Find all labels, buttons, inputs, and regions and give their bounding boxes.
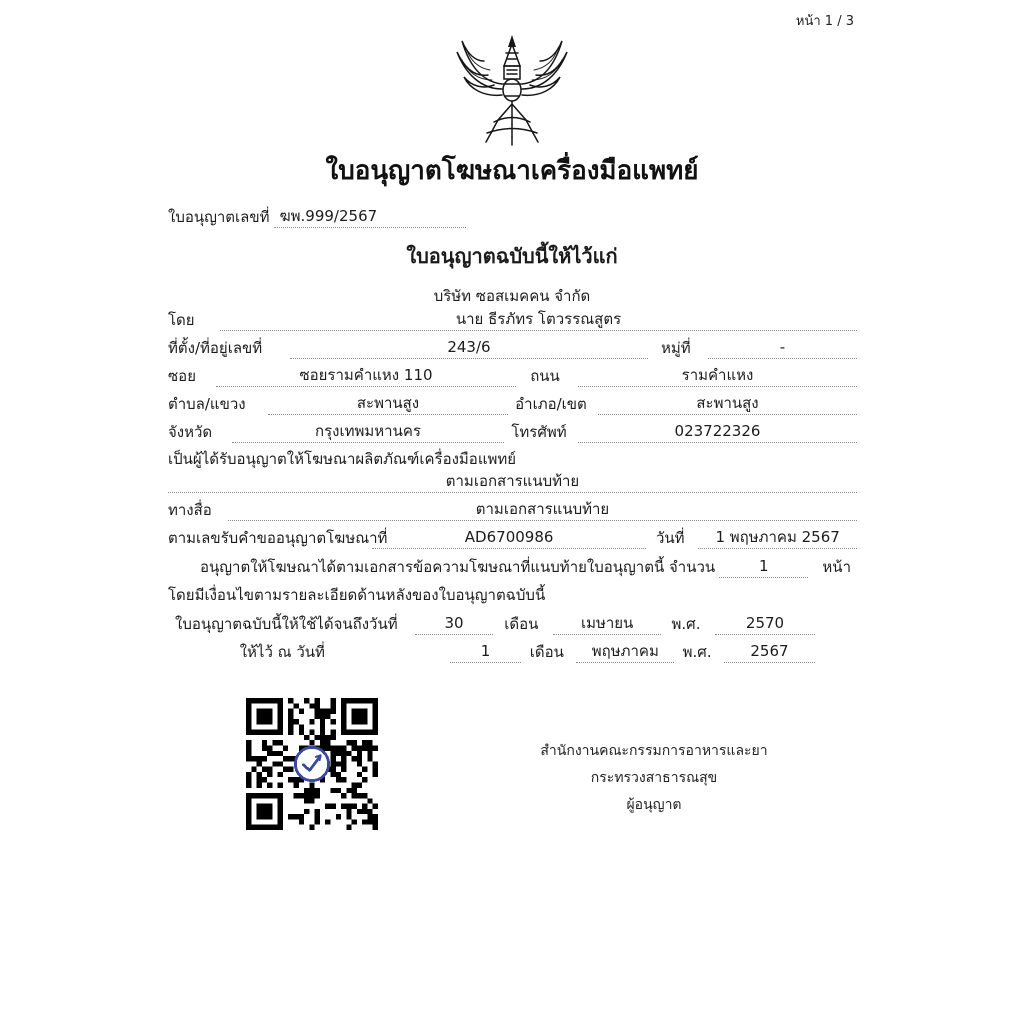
address-number-value: 243/6 — [290, 338, 648, 359]
address-label: ที่ตั้ง/ที่อยู่เลขที่ — [168, 339, 263, 357]
media-row — [168, 500, 857, 521]
qr-code — [246, 698, 378, 830]
valid-until-row — [175, 614, 815, 635]
qr-center-logo-icon — [293, 745, 331, 783]
garuda-emblem-icon — [442, 32, 582, 150]
issued-to-heading: ใบอนุญาตฉบับนี้ให้ไว้แก่ — [406, 244, 618, 268]
license-number-label: ใบอนุญาตเลขที่ — [168, 208, 270, 226]
issued-year: 2567 — [724, 642, 815, 663]
moo-label: หมู่ที่ — [661, 339, 691, 357]
condition-statement: โดยมีเงื่อนไขตามรายละเอียดด้านหลังของใบอนุญาตฉบับนี้ — [168, 586, 546, 604]
document-title: ใบอนุญาตโฆษณาเครื่องมือแพทย์ — [325, 156, 699, 186]
request-number-label: ตามเลขรับคำขออนุญาตโฆษณาที่ — [168, 529, 388, 547]
road-value: รามคำแหง — [578, 366, 857, 387]
media-label: ทางสื่อ — [168, 501, 212, 519]
province-label: จังหวัด — [168, 423, 213, 441]
attachment-value: ตามเอกสารแนบท้าย — [168, 472, 857, 493]
district-value: สะพานสูง — [598, 394, 857, 415]
issued-month: พฤษภาคม — [576, 642, 674, 663]
attachment-row — [168, 472, 857, 493]
soi-label: ซอย — [168, 367, 196, 385]
request-number-value: AD6700986 — [372, 528, 646, 549]
province-phone-row — [168, 422, 857, 443]
issued-at-label: ให้ไว้ ณ วันที่ — [239, 643, 325, 661]
phone-label: โทรศัพท์ — [511, 423, 567, 441]
phone-value: 023722326 — [578, 422, 857, 443]
media-value: ตามเอกสารแนบท้าย — [228, 500, 857, 521]
license-number-row — [168, 207, 468, 228]
era-label: พ.ศ. — [682, 643, 712, 661]
issue-date-row — [175, 642, 815, 663]
subdistrict-district-row — [168, 394, 857, 415]
road-label: ถนน — [530, 367, 560, 385]
permission-statement: เป็นผู้ได้รับอนุญาตให้โฆษณาผลิตภัณฑ์เครื่องมือแพทย์ — [168, 450, 517, 468]
approval-statement-row — [200, 557, 855, 578]
era-label: พ.ศ. — [671, 615, 701, 633]
month-label: เดือน — [504, 615, 539, 633]
ministry-line: กระทรวงสาธารณสุข — [590, 770, 718, 786]
by-label: โดย — [168, 311, 195, 329]
signer-title: ผู้อนุญาต — [626, 797, 682, 813]
soi-road-row — [168, 366, 857, 387]
valid-until-label: ใบอนุญาตฉบับนี้ให้ใช้ได้จนถึงวันที่ — [175, 615, 398, 633]
authorized-person-row — [168, 310, 857, 331]
page-number-indicator: หน้า 1 / 3 — [795, 14, 854, 29]
valid-until-day: 30 — [415, 614, 494, 635]
moo-value: - — [708, 338, 857, 359]
signature-block — [513, 738, 795, 819]
address-row — [168, 338, 857, 359]
subdistrict-label: ตำบล/แขวง — [168, 395, 246, 413]
valid-until-year: 2570 — [715, 614, 815, 635]
request-number-row — [168, 528, 857, 549]
page-count-value: 1 — [719, 557, 808, 578]
issued-day: 1 — [450, 642, 522, 663]
request-date-value: 1 พฤษภาคม 2567 — [698, 528, 857, 549]
valid-until-month: เมษายน — [553, 614, 661, 635]
district-label: อำเภอ/เขต — [515, 395, 587, 413]
licensee-company-name: บริษัท ซอสเมคคน จำกัด — [433, 287, 591, 305]
request-date-label: วันที่ — [655, 529, 685, 547]
authorized-person-value: นาย ธีรภัทร โตวรรณสูตร — [220, 310, 857, 331]
soi-value: ซอยรามคำแหง 110 — [216, 366, 516, 387]
province-value: กรุงเทพมหานคร — [232, 422, 504, 443]
issuing-agency-line: สำนักงานคณะกรรมการอาหารและยา — [540, 743, 768, 759]
approval-statement: อนุญาตให้โฆษณาได้ตามเอกสารข้อความโฆษณาที่แนบท้ายใบอนุญาตนี้ จำนวน — [200, 558, 716, 576]
month-label: เดือน — [529, 643, 564, 661]
page-unit-label: หน้า — [822, 558, 851, 576]
license-number-value: ฆพ.999/2567 — [274, 207, 466, 228]
subdistrict-value: สะพานสูง — [268, 394, 508, 415]
